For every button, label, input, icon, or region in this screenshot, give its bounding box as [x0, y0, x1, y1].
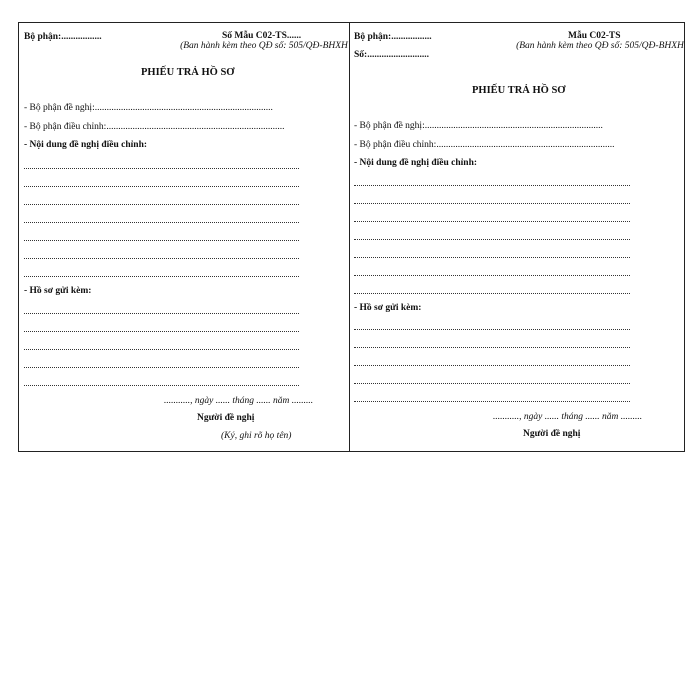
- content-line: [354, 275, 630, 277]
- content-line: [354, 257, 630, 259]
- attached-line: [354, 365, 630, 367]
- attached-line: [354, 401, 630, 403]
- content-line: [24, 168, 299, 170]
- content-line: [24, 276, 299, 278]
- attached-heading: - Hồ sơ gửi kèm:: [354, 303, 422, 313]
- issued-by-note: (Ban hành kèm theo QĐ số: 505/QĐ-BHXH: [180, 41, 348, 51]
- attached-line: [24, 349, 299, 351]
- adjusting-dept-field: - Bộ phận điều chỉnh:...........................................................................: [24, 122, 285, 132]
- attached-line: [24, 367, 299, 369]
- date-line: ..........., ngày ...... tháng ...... năm .........: [493, 412, 643, 422]
- content-heading: - Nội dung đề nghị điều chỉnh:: [354, 158, 478, 168]
- content-line: [24, 204, 299, 206]
- form-code: Số Mẫu C02-TS......: [222, 31, 302, 41]
- content-heading: - Nội dung đề nghị điều chỉnh:: [24, 140, 148, 150]
- left-form: [19, 23, 349, 451]
- signer-note: (Ký, ghi rõ họ tên): [221, 431, 292, 441]
- department-field: Bộ phận:.................: [24, 32, 102, 42]
- form-code: Mẫu C02-TS: [568, 31, 621, 41]
- attached-heading: - Hồ sơ gửi kèm:: [24, 286, 92, 296]
- adjusting-dept-field: - Bộ phận điều chỉnh:...........................................................................: [354, 140, 615, 150]
- signer-title: Người đề nghị: [197, 413, 255, 423]
- attached-line: [24, 385, 299, 387]
- content-line: [354, 239, 630, 241]
- date-line: ..........., ngày ...... tháng ...... năm .........: [164, 396, 314, 406]
- requesting-dept-field: - Bộ phận đề nghị:...........................................................................: [24, 103, 273, 113]
- issued-by-note: (Ban hành kèm theo QĐ số: 505/QĐ-BHXH: [516, 41, 684, 51]
- form-sheet: [18, 22, 685, 452]
- department-field: Bộ phận:.................: [354, 32, 432, 42]
- attached-line: [24, 313, 299, 315]
- right-form: [350, 23, 685, 451]
- form-title: PHIẾU TRẢ HỒ SƠ: [472, 85, 566, 96]
- content-line: [24, 240, 299, 242]
- signer-title: Người đề nghị: [523, 429, 581, 439]
- attached-line: [24, 331, 299, 333]
- content-line: [24, 186, 299, 188]
- content-line: [24, 222, 299, 224]
- content-line: [354, 221, 630, 223]
- number-field: Số:..........................: [354, 50, 429, 60]
- form-title: PHIẾU TRẢ HỒ SƠ: [141, 67, 235, 78]
- content-line: [24, 258, 299, 260]
- content-line: [354, 185, 630, 187]
- content-line: [354, 293, 630, 295]
- attached-line: [354, 329, 630, 331]
- content-line: [354, 203, 630, 205]
- requesting-dept-field: - Bộ phận đề nghị:...........................................................................: [354, 121, 603, 131]
- attached-line: [354, 347, 630, 349]
- attached-line: [354, 383, 630, 385]
